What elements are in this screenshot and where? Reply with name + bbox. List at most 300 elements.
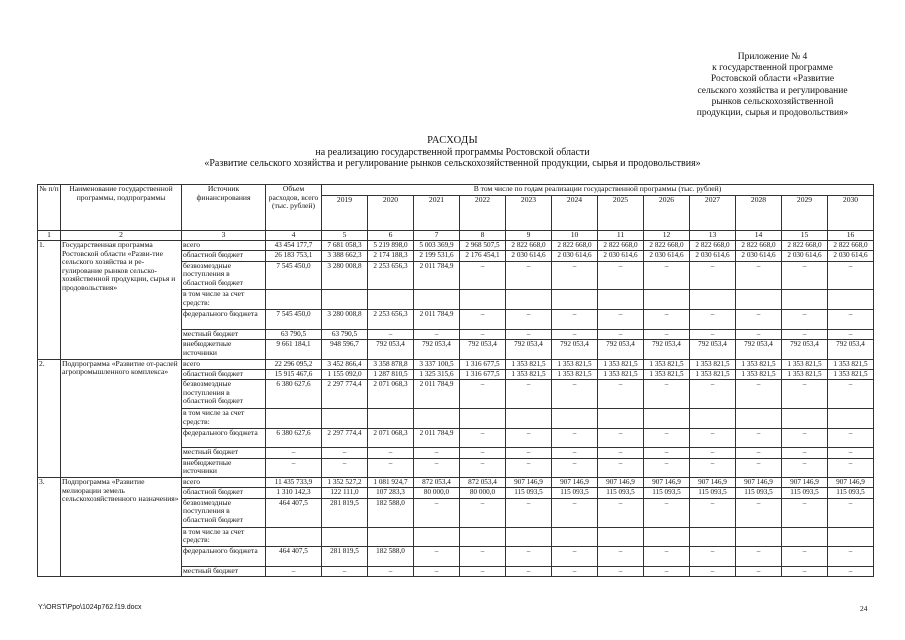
year-amount: – (782, 310, 828, 330)
column-index: 3 (182, 231, 266, 241)
year-amount: 2 030 614,6 (828, 251, 874, 261)
year-amount: 2 071 068,3 (368, 428, 414, 448)
year-amount (322, 290, 368, 310)
year-amount: – (552, 261, 598, 290)
funding-source: местный бюджет (182, 566, 266, 576)
year-amount: 2 011 784,9 (414, 428, 460, 448)
total-amount: 22 296 095,2 (266, 359, 322, 369)
year-amount: – (414, 458, 460, 478)
year-amount: 2 822 668,0 (506, 241, 552, 251)
year-amount: – (552, 310, 598, 330)
year-amount: 80 000,0 (414, 488, 460, 498)
section-number: 3. (38, 478, 61, 577)
year-amount: 1 353 821,5 (644, 359, 690, 369)
total-amount: 464 407,5 (266, 498, 322, 527)
year-amount: – (414, 329, 460, 339)
year-amount: 2 030 614,6 (552, 251, 598, 261)
year-amount: – (828, 428, 874, 448)
year-amount: – (690, 498, 736, 527)
year-amount: 115 093,5 (506, 488, 552, 498)
year-amount: 2 011 784,9 (414, 310, 460, 330)
header-year: 2028 (736, 196, 782, 231)
year-amount (736, 527, 782, 547)
year-amount (322, 409, 368, 429)
header-year: 2019 (322, 196, 368, 231)
year-amount: – (828, 498, 874, 527)
funding-source: безвозмездные поступления в областной бюджет (182, 498, 266, 527)
year-amount: 907 146,9 (598, 478, 644, 488)
year-amount: 792 053,4 (736, 339, 782, 359)
funding-source: внебюджетные источники (182, 458, 266, 478)
year-amount: – (460, 547, 506, 567)
year-amount: 2 822 668,0 (644, 241, 690, 251)
total-amount: 1 310 142,3 (266, 488, 322, 498)
year-amount: 792 053,4 (552, 339, 598, 359)
year-amount: 2 071 068,3 (368, 380, 414, 409)
year-amount: – (460, 380, 506, 409)
column-index: 4 (266, 231, 322, 241)
year-amount: – (368, 458, 414, 478)
year-amount (414, 409, 460, 429)
year-amount (460, 409, 506, 429)
year-amount (828, 409, 874, 429)
year-amount (368, 409, 414, 429)
year-amount: 907 146,9 (506, 478, 552, 488)
header-year: 2025 (598, 196, 644, 231)
year-amount: 907 146,9 (828, 478, 874, 488)
year-amount: – (736, 448, 782, 458)
year-amount: 2 822 668,0 (828, 241, 874, 251)
year-amount: 2 199 531,6 (414, 251, 460, 261)
year-amount: 2 253 656,3 (368, 310, 414, 330)
appendix-line: рынков сельскохозяйственной (711, 96, 834, 107)
year-amount: – (828, 448, 874, 458)
year-amount: – (782, 428, 828, 448)
column-index: 11 (598, 231, 644, 241)
year-amount: – (506, 458, 552, 478)
year-amount (414, 527, 460, 547)
header-year: 2022 (460, 196, 506, 231)
year-amount: 2 822 668,0 (782, 241, 828, 251)
column-index: 1 (38, 231, 61, 241)
year-amount: – (828, 329, 874, 339)
total-amount: 6 380 627,6 (266, 428, 322, 448)
total-amount: 7 545 450,0 (266, 261, 322, 290)
table-row (38, 478, 874, 488)
year-amount: 281 819,5 (322, 498, 368, 527)
year-amount: 1 325 315,6 (414, 369, 460, 379)
year-amount: – (690, 458, 736, 478)
year-amount: 2 030 614,6 (644, 251, 690, 261)
year-amount: – (460, 428, 506, 448)
year-amount: – (552, 547, 598, 567)
funding-source: в том числе за счет средств: (182, 290, 266, 310)
year-amount: 80 000,0 (460, 488, 506, 498)
title-line-1: РАСХОДЫ (427, 135, 478, 146)
funding-source: федерального бюджета (182, 428, 266, 448)
year-amount: – (644, 566, 690, 576)
year-amount: 3 337 100,5 (414, 359, 460, 369)
column-index: 10 (552, 231, 598, 241)
year-amount: 3 280 008,8 (322, 310, 368, 330)
year-amount: 1 353 821,5 (552, 369, 598, 379)
expenses-table (37, 184, 874, 577)
table-row (38, 359, 874, 369)
year-amount (644, 409, 690, 429)
year-amount: – (506, 310, 552, 330)
year-amount: – (598, 448, 644, 458)
year-amount: 115 093,5 (782, 488, 828, 498)
year-amount: 792 053,4 (644, 339, 690, 359)
year-amount: 2 822 668,0 (690, 241, 736, 251)
year-amount: 907 146,9 (782, 478, 828, 488)
total-amount (266, 409, 322, 429)
year-amount: 1 155 092,0 (322, 369, 368, 379)
year-amount: – (598, 261, 644, 290)
year-amount: 7 681 058,3 (322, 241, 368, 251)
year-amount: 107 283,3 (368, 488, 414, 498)
year-amount: 1 353 821,5 (828, 359, 874, 369)
year-amount: 115 093,5 (598, 488, 644, 498)
year-amount: – (460, 448, 506, 458)
funding-source: безвозмездные поступления в областной бюджет (182, 261, 266, 290)
funding-source: областной бюджет (182, 251, 266, 261)
header-name: Наименование государственной программы, подпрограммы (61, 185, 182, 231)
year-amount: – (506, 380, 552, 409)
total-amount: 6 380 627,6 (266, 380, 322, 409)
year-amount: 792 053,4 (460, 339, 506, 359)
year-amount: 115 093,5 (644, 488, 690, 498)
year-amount: 2 253 656,3 (368, 261, 414, 290)
year-amount: – (506, 547, 552, 567)
header-years-caption: В том числе по годам реализации государственной программы (тыс. рублей) (322, 185, 874, 196)
appendix-line: сельского хозяйства и регулирование (697, 85, 848, 96)
year-amount: 2 297 774,4 (322, 380, 368, 409)
year-amount: – (736, 380, 782, 409)
year-amount: – (828, 458, 874, 478)
year-amount (828, 527, 874, 547)
year-amount: – (552, 566, 598, 576)
year-amount (644, 290, 690, 310)
year-amount (644, 527, 690, 547)
total-amount: 464 407,5 (266, 547, 322, 567)
year-amount: 2 030 614,6 (736, 251, 782, 261)
year-amount (828, 290, 874, 310)
year-amount: 115 093,5 (552, 488, 598, 498)
document-title (0, 135, 905, 170)
year-amount: – (828, 261, 874, 290)
year-amount: 63 790,5 (322, 329, 368, 339)
year-amount: – (598, 380, 644, 409)
column-index: 12 (644, 231, 690, 241)
total-amount: – (266, 566, 322, 576)
column-index: 14 (736, 231, 782, 241)
year-amount: – (506, 329, 552, 339)
total-amount: 9 661 184,1 (266, 339, 322, 359)
year-amount: 792 053,4 (506, 339, 552, 359)
year-amount: 1 316 677,5 (460, 369, 506, 379)
year-amount: – (736, 458, 782, 478)
year-amount: – (552, 498, 598, 527)
year-amount: – (414, 547, 460, 567)
year-amount: 1 353 821,5 (506, 359, 552, 369)
year-amount (598, 527, 644, 547)
year-amount: – (690, 566, 736, 576)
year-amount: – (506, 448, 552, 458)
header-source: Источник финансирования (182, 185, 266, 231)
year-amount: 2 030 614,6 (598, 251, 644, 261)
column-index: 9 (506, 231, 552, 241)
header-num: № п/п (38, 185, 61, 231)
year-amount: – (552, 329, 598, 339)
year-amount: – (782, 448, 828, 458)
year-amount: – (690, 310, 736, 330)
year-amount: – (460, 261, 506, 290)
year-amount: – (736, 547, 782, 567)
year-amount: – (828, 547, 874, 567)
header-year: 2020 (368, 196, 414, 231)
year-amount: – (368, 448, 414, 458)
year-amount (368, 527, 414, 547)
year-amount: – (644, 547, 690, 567)
year-amount: 792 053,4 (828, 339, 874, 359)
section-name: Подпрограмма «Развитие от-раслей агропромышленного комплекса» (61, 359, 182, 478)
year-amount: – (506, 566, 552, 576)
footer-file-path: Y:\ORST\Ppo\1024p762.f19.docx (38, 604, 142, 611)
year-amount: 2 822 668,0 (598, 241, 644, 251)
year-amount (552, 409, 598, 429)
total-amount (266, 290, 322, 310)
year-amount: – (322, 566, 368, 576)
funding-source: всего (182, 241, 266, 251)
year-amount: – (782, 498, 828, 527)
funding-source: всего (182, 478, 266, 488)
year-amount: 2 011 784,9 (414, 261, 460, 290)
year-amount: 5 219 898,0 (368, 241, 414, 251)
year-amount: 1 353 821,5 (598, 359, 644, 369)
year-amount: – (322, 458, 368, 478)
year-amount: – (644, 310, 690, 330)
funding-source: всего (182, 359, 266, 369)
year-amount: – (368, 566, 414, 576)
year-amount (414, 290, 460, 310)
appendix-block (640, 52, 905, 119)
year-amount: – (644, 261, 690, 290)
appendix-line: Ростовской области «Развитие (710, 74, 835, 85)
year-amount: 1 353 821,5 (782, 359, 828, 369)
section-number: 2. (38, 359, 61, 478)
year-amount: – (644, 458, 690, 478)
year-amount: 2 011 784,9 (414, 380, 460, 409)
total-amount: 15 915 467,6 (266, 369, 322, 379)
year-amount: 281 819,5 (322, 547, 368, 567)
section-name: Государственная программа Ростовской области «Разви-тие сельского хозяйства и ре-гулирование рынков сельско-хозяйственной продукции, сырья и продовольствия» (61, 241, 182, 360)
year-amount (552, 527, 598, 547)
year-amount: – (460, 458, 506, 478)
year-amount (782, 527, 828, 547)
year-amount: 948 596,7 (322, 339, 368, 359)
funding-source: федерального бюджета (182, 310, 266, 330)
year-amount (322, 527, 368, 547)
year-amount: 115 093,5 (828, 488, 874, 498)
table-row (38, 241, 874, 251)
year-amount: 1 287 810,5 (368, 369, 414, 379)
year-amount: – (644, 428, 690, 448)
year-amount (506, 290, 552, 310)
year-amount: 1 316 677,5 (460, 359, 506, 369)
year-amount: – (644, 498, 690, 527)
year-amount: 792 053,4 (598, 339, 644, 359)
column-index: 8 (460, 231, 506, 241)
year-amount (782, 409, 828, 429)
year-amount: 907 146,9 (552, 478, 598, 488)
year-amount: – (552, 458, 598, 478)
year-amount: – (736, 329, 782, 339)
column-index: 13 (690, 231, 736, 241)
funding-source: областной бюджет (182, 488, 266, 498)
year-amount: 2 968 507,5 (460, 241, 506, 251)
header-year: 2027 (690, 196, 736, 231)
header-year: 2021 (414, 196, 460, 231)
year-amount: – (552, 448, 598, 458)
year-amount: – (828, 310, 874, 330)
year-amount: – (782, 329, 828, 339)
funding-source: местный бюджет (182, 329, 266, 339)
funding-source: внебюджетные источники (182, 339, 266, 359)
funding-source: в том числе за счет средств: (182, 527, 266, 547)
year-amount: 1 353 821,5 (644, 369, 690, 379)
section-name: Подпрограмма «Развитие мелиорации земель сельскохозяйственного назначения» (61, 478, 182, 577)
title-line-2: на реализацию государственной программы Ростовской области (315, 146, 590, 158)
year-amount: 1 353 821,5 (506, 369, 552, 379)
year-amount: – (322, 448, 368, 458)
year-amount (460, 527, 506, 547)
year-amount: 1 353 821,5 (690, 369, 736, 379)
appendix-line: продукции, сырья и продовольствия» (696, 108, 849, 119)
year-amount: 2 176 454,1 (460, 251, 506, 261)
column-index: 16 (828, 231, 874, 241)
year-amount (690, 527, 736, 547)
header-year: 2026 (644, 196, 690, 231)
total-amount: – (266, 448, 322, 458)
year-amount: 122 111,0 (322, 488, 368, 498)
funding-source: местный бюджет (182, 448, 266, 458)
header-year: 2029 (782, 196, 828, 231)
total-amount: – (266, 458, 322, 478)
year-amount: – (736, 261, 782, 290)
total-amount: 63 790,5 (266, 329, 322, 339)
title-line-3: «Развитие сельского хозяйства и регулирование рынков сельскохозяйственной продукции, сырья и продовольствия» (204, 158, 701, 169)
total-amount: 43 454 177,7 (266, 241, 322, 251)
year-amount: 1 081 924,7 (368, 478, 414, 488)
year-amount (552, 290, 598, 310)
year-amount: 2 030 614,6 (506, 251, 552, 261)
year-amount: – (598, 428, 644, 448)
year-amount: – (690, 380, 736, 409)
year-amount: – (690, 261, 736, 290)
year-amount (736, 290, 782, 310)
year-amount: – (736, 498, 782, 527)
section-number: 1. (38, 241, 61, 360)
funding-source: областной бюджет (182, 369, 266, 379)
year-amount: – (414, 448, 460, 458)
year-amount: 5 003 369,9 (414, 241, 460, 251)
year-amount: 907 146,9 (690, 478, 736, 488)
year-amount: – (736, 566, 782, 576)
year-amount: – (414, 498, 460, 527)
column-index: 15 (782, 231, 828, 241)
year-amount: – (782, 458, 828, 478)
year-amount: – (782, 547, 828, 567)
header-year: 2023 (506, 196, 552, 231)
year-amount: – (828, 566, 874, 576)
year-amount: – (460, 310, 506, 330)
year-amount: 2 030 614,6 (782, 251, 828, 261)
total-amount (266, 527, 322, 547)
funding-source: в том числе за счет средств: (182, 409, 266, 429)
year-amount: 792 053,4 (690, 339, 736, 359)
year-amount (598, 290, 644, 310)
year-amount: 182 588,0 (368, 498, 414, 527)
year-amount: – (782, 566, 828, 576)
year-amount: 792 053,4 (414, 339, 460, 359)
header-year: 2030 (828, 196, 874, 231)
funding-source: безвозмездные поступления в областной бюджет (182, 380, 266, 409)
year-amount: 3 280 008,8 (322, 261, 368, 290)
year-amount: – (690, 329, 736, 339)
year-amount: 1 353 821,5 (782, 369, 828, 379)
year-amount: – (414, 566, 460, 576)
column-index: 5 (322, 231, 368, 241)
year-amount (690, 290, 736, 310)
year-amount: 2 822 668,0 (736, 241, 782, 251)
year-amount (460, 290, 506, 310)
year-amount: – (644, 380, 690, 409)
year-amount: – (552, 428, 598, 448)
year-amount: 1 352 527,2 (322, 478, 368, 488)
year-amount: – (460, 498, 506, 527)
year-amount (506, 409, 552, 429)
year-amount: – (644, 329, 690, 339)
year-amount: – (460, 329, 506, 339)
year-amount: – (598, 458, 644, 478)
year-amount (598, 409, 644, 429)
year-amount: 2 297 774,4 (322, 428, 368, 448)
year-amount (736, 409, 782, 429)
year-amount: 907 146,9 (736, 478, 782, 488)
year-amount (782, 290, 828, 310)
column-index: 7 (414, 231, 460, 241)
year-amount: 2 030 614,6 (690, 251, 736, 261)
header-total: Объем расходов, всего (тыс. рублей) (266, 185, 322, 231)
year-amount: – (736, 428, 782, 448)
year-amount: – (828, 380, 874, 409)
year-amount: 1 353 821,5 (736, 359, 782, 369)
year-amount: – (690, 428, 736, 448)
year-amount: – (690, 547, 736, 567)
year-amount: 1 353 821,5 (690, 359, 736, 369)
total-amount: 11 435 733,9 (266, 478, 322, 488)
year-amount: – (506, 428, 552, 448)
footer-page-number: 24 (860, 604, 868, 613)
year-amount: 907 146,9 (644, 478, 690, 488)
year-amount: 2 822 668,0 (552, 241, 598, 251)
year-amount: – (552, 380, 598, 409)
year-amount: 1 353 821,5 (828, 369, 874, 379)
year-amount: – (598, 310, 644, 330)
year-amount: – (368, 329, 414, 339)
year-amount: 792 053,4 (782, 339, 828, 359)
